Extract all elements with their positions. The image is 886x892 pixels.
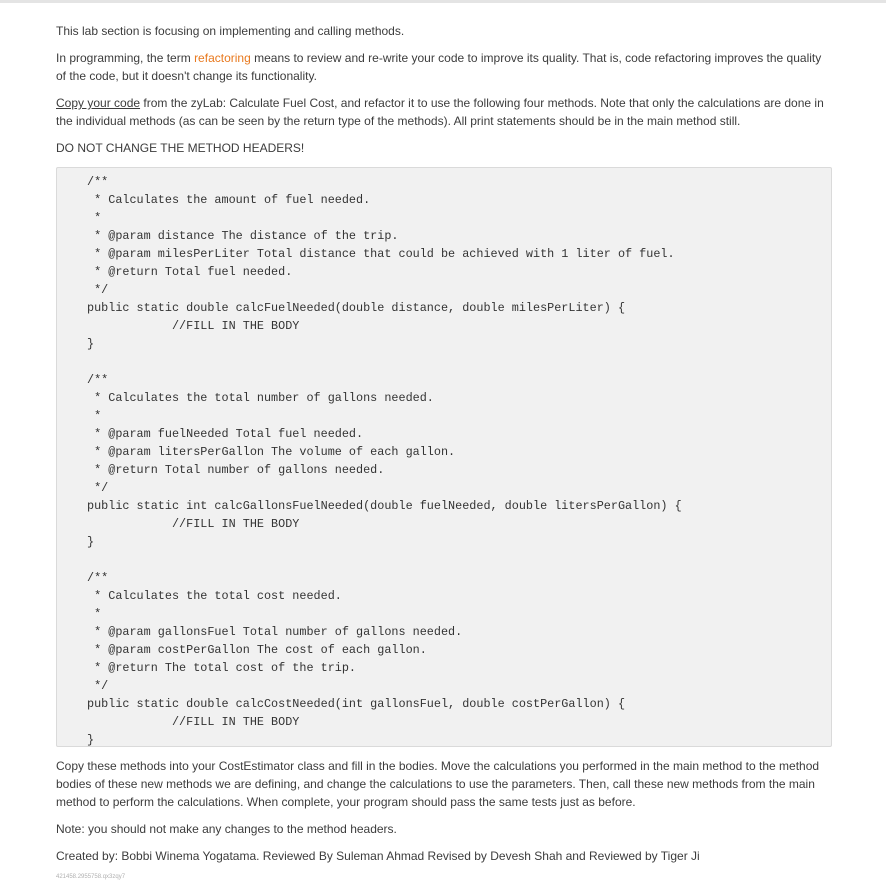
- refactoring-paragraph: [56, 49, 832, 85]
- intro-text: This lab section is focusing on implementing and calling methods.: [56, 24, 405, 38]
- instructions-text: Copy these methods into your CostEstimator class and fill in the bodies. Move the calculations you performed in the main method to the method bodies of these new methods we are defining, and change the calculations to use the parameters. Then, call these new methods from the main method to perform the calculations. When complete, your program should pass the same tests just as before.: [56, 759, 820, 809]
- copy-code-text: from the zyLab: Calculate Fuel Cost, and refactor it to use the following four methods. Note that only the calculations are done in the individual methods (as can be seen by the return type of the methods). All print statements should be in the main method still.: [56, 96, 824, 128]
- copy-your-code-link[interactable]: Copy your code: [56, 96, 141, 110]
- credits-text: Created by: Bobbi Winema Yogatama. Reviewed By Suleman Ahmad Revised by Devesh Shah and Reviewed by Tiger Ji: [56, 849, 700, 863]
- code-content: /** * Calculates the amount of fuel needed. * * @param distance The distance of the trip. * @param milesPerLiter Total distance that could be achieved with 1 liter of fuel. * @return Total fuel needed. */ public static double calcFuelNeeded(double distance, double milesPerLiter) { //FILL IN THE BODY } /** * Calculates the total number of gallons needed. * * @param fuelNeeded Total fuel needed. * @param litersPerGallon The volume of each gallon. * @return Total number of gallons needed. */ public static int calcGallonsFuelNeeded(double fuelNeeded, double litersPerGallon) { //FILL IN THE BODY } /** * Calculates the total cost needed. * * @param gallonsFuel Total number of gallons needed. * @param costPerGallon The cost of each gallon. * @return The total cost of the trip. */ public static double calcCostNeeded(int gallonsFuel, double costPerGallon) { //FILL IN THE BODY }: [87, 175, 682, 747]
- warning-text: DO NOT CHANGE THE METHOD HEADERS!: [56, 141, 305, 155]
- refactoring-text-before: In programming, the term: [56, 51, 195, 65]
- top-border: [0, 0, 886, 3]
- refactoring-term: refactoring: [194, 51, 251, 65]
- code-block: [56, 167, 832, 747]
- note-text: Note: you should not make any changes to the method headers.: [56, 822, 397, 836]
- footer-id: 421458.2955758.qx3zqy7: [56, 874, 126, 880]
- copy-code-paragraph: [56, 94, 832, 130]
- refactoring-text-after: means to review and re-write your code to improve its quality. That is, code refactoring improves the quality of the code, but it doesn't change its functionality.: [56, 51, 822, 83]
- lab-description: [56, 22, 832, 880]
